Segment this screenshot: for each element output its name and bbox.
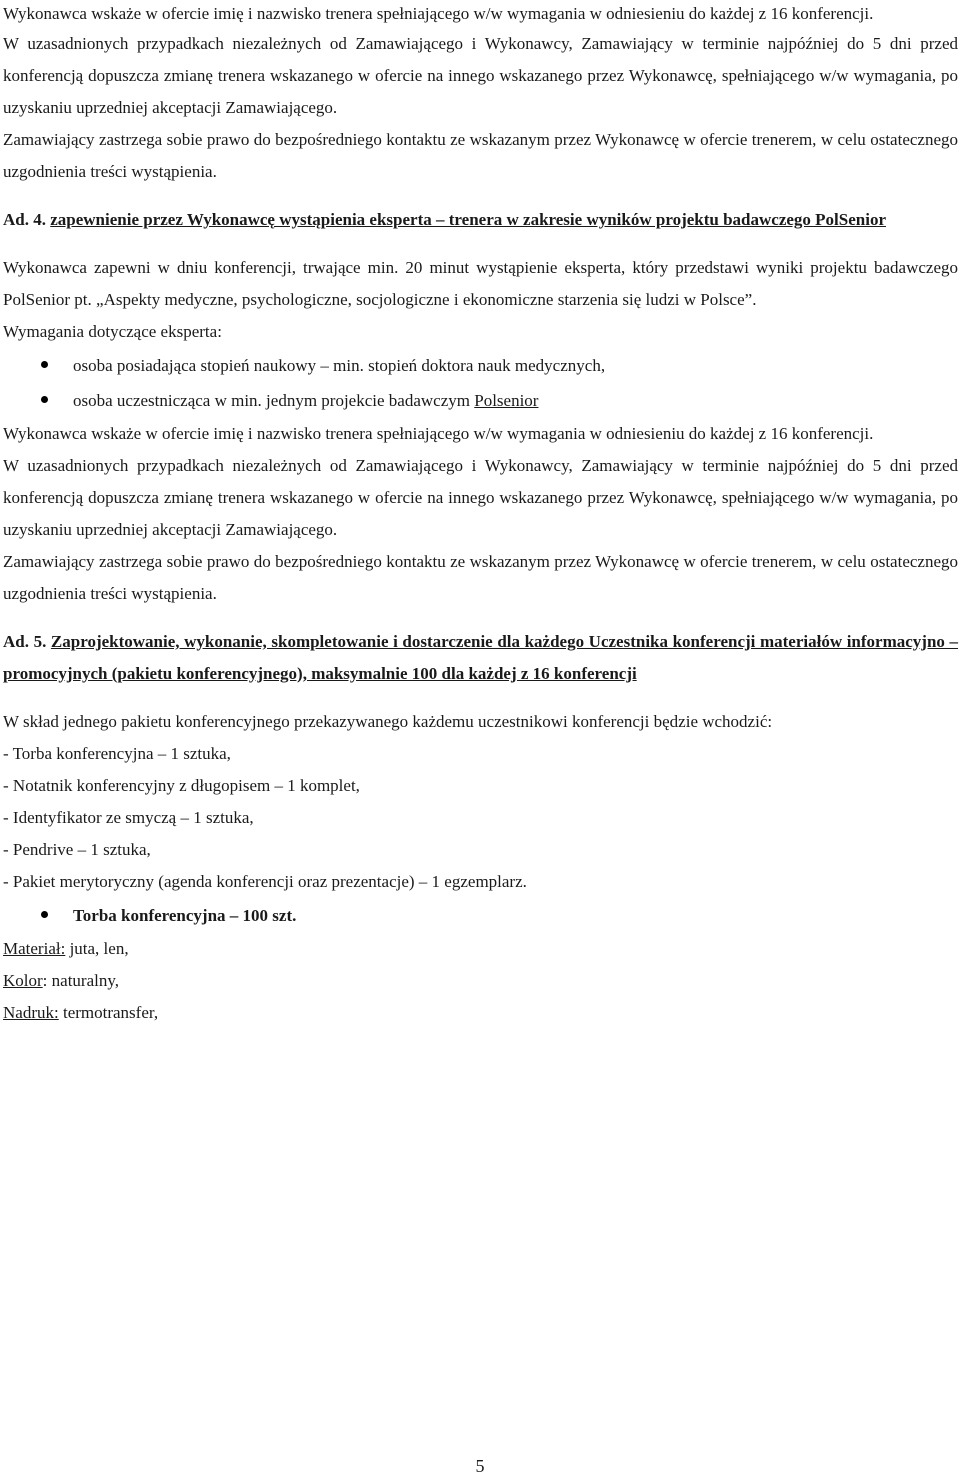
polsenior-link: Polsenior [474,391,539,410]
requirements-label: Wymagania dotyczące eksperta: [3,322,222,341]
heading-prefix: Ad. 5. [3,632,47,651]
bullet-icon [41,361,48,368]
spacer [3,236,958,252]
list-item: - Torba konferencyjna – 1 sztuka, [3,744,231,763]
paragraph: W skład jednego pakietu konferencyjnego przekazywanego każdemu uczestnikowi konferencji będzie wchodzić: [3,712,773,731]
list-item [3,348,958,383]
list-item: - Pakiet merytoryczny (agenda konferencji oraz prezentacje) – 1 egzemplarz. [3,872,527,891]
list-item: - Notatnik konferencyjny z długopisem – 1 komplet, [3,776,360,795]
material-label: Materiał: [3,939,66,958]
document-body [3,0,958,1029]
material-value: juta, len, [65,939,129,958]
bag-list [3,898,958,933]
heading-prefix: Ad. 4. [3,210,46,229]
list-item: - Identyfikator ze smyczą – 1 sztuka, [3,808,254,827]
section-heading-4 [3,204,958,236]
bullet-icon [41,911,48,918]
paragraph: Zamawiający zastrzega sobie prawo do bezpośredniego kontaktu ze wskazanym przez Wykonawcę w ofercie trenerem, w celu ostatecznego uzgodnienia treści wystąpienia. [3,552,958,603]
list-item: - Pendrive – 1 sztuka, [3,840,151,859]
list-item-text: osoba uczestnicząca w min. jednym projekcie badawczym [73,391,475,410]
paragraph: W uzasadnionych przypadkach niezależnych od Zamawiającego i Wykonawcy, Zamawiający w terminie najpóźniej do 5 dni przed konferencją dopuszcza zmianę trenera wskazanego w ofercie na innego wskazanego przez Wykonawcę, spełniającego w/w wymagania, po uzyskaniu uprzedniej akceptacji Zamawiającego. [3,34,958,117]
spacer [3,188,958,204]
print-label: Nadruk: [3,1003,59,1022]
list-item-text: osoba posiadająca stopień naukowy – min. stopień doktora nauk medycznych, [73,356,606,375]
section-heading-5 [3,626,958,690]
material-line [3,933,958,965]
paragraph: Wykonawca wskaże w ofercie imię i nazwisko trenera spełniającego w/w wymagania w odniesieniu do każdej z 16 konferencji. [3,4,874,23]
print-line [3,997,958,1029]
paragraph: Wykonawca zapewni w dniu konferencji, trwające min. 20 minut wystąpienie eksperta, który przedstawi wyniki projektu badawczego PolSenior pt. „Aspekty medyczne, psychologiczne, socjologiczne i ekonomiczne starzenia się ludzi w Polsce”. [3,258,958,309]
list-item [3,898,958,933]
color-line [3,965,958,997]
page-number: 5 [475,1456,485,1476]
paragraph: W uzasadnionych przypadkach niezależnych od Zamawiającego i Wykonawcy, Zamawiający w terminie najpóźniej do 5 dni przed konferencją dopuszcza zmianę trenera wskazanego w ofercie na innego wskazanego przez Wykonawcę, spełniającego w/w wymagania, po uzyskaniu uprzedniej akceptacji Zamawiającego. [3,456,958,539]
print-value: termotransfer, [58,1003,159,1022]
bullet-icon [41,396,48,403]
heading-text: zapewnienie przez Wykonawcę wystąpienia eksperta – trenera w zakresie wyników projektu badawczego PolSenior [50,210,886,229]
spacer [3,690,958,706]
list-item [3,383,958,418]
spacer [3,610,958,626]
color-value: : naturalny, [42,971,119,990]
requirements-list [3,348,958,418]
list-item-text: Torba konferencyjna – 100 szt. [73,906,297,925]
color-label: Kolor [3,971,43,990]
paragraph: Zamawiający zastrzega sobie prawo do bezpośredniego kontaktu ze wskazanym przez Wykonawcę w ofercie trenerem, w celu ostatecznego uzgodnienia treści wystąpienia. [3,130,958,181]
paragraph: Wykonawca wskaże w ofercie imię i nazwisko trenera spełniającego w/w wymagania w odniesieniu do każdej z 16 konferencji. [3,424,874,443]
heading-text: Zaprojektowanie, wykonanie, skompletowanie i dostarczenie dla każdego Uczestnika konferencji materiałów informacyjno – promocyjnych (pakietu konferencyjnego), maksymalnie 100 dla każdej z 16 konferencji [3,632,958,683]
package-items-list [3,738,958,898]
